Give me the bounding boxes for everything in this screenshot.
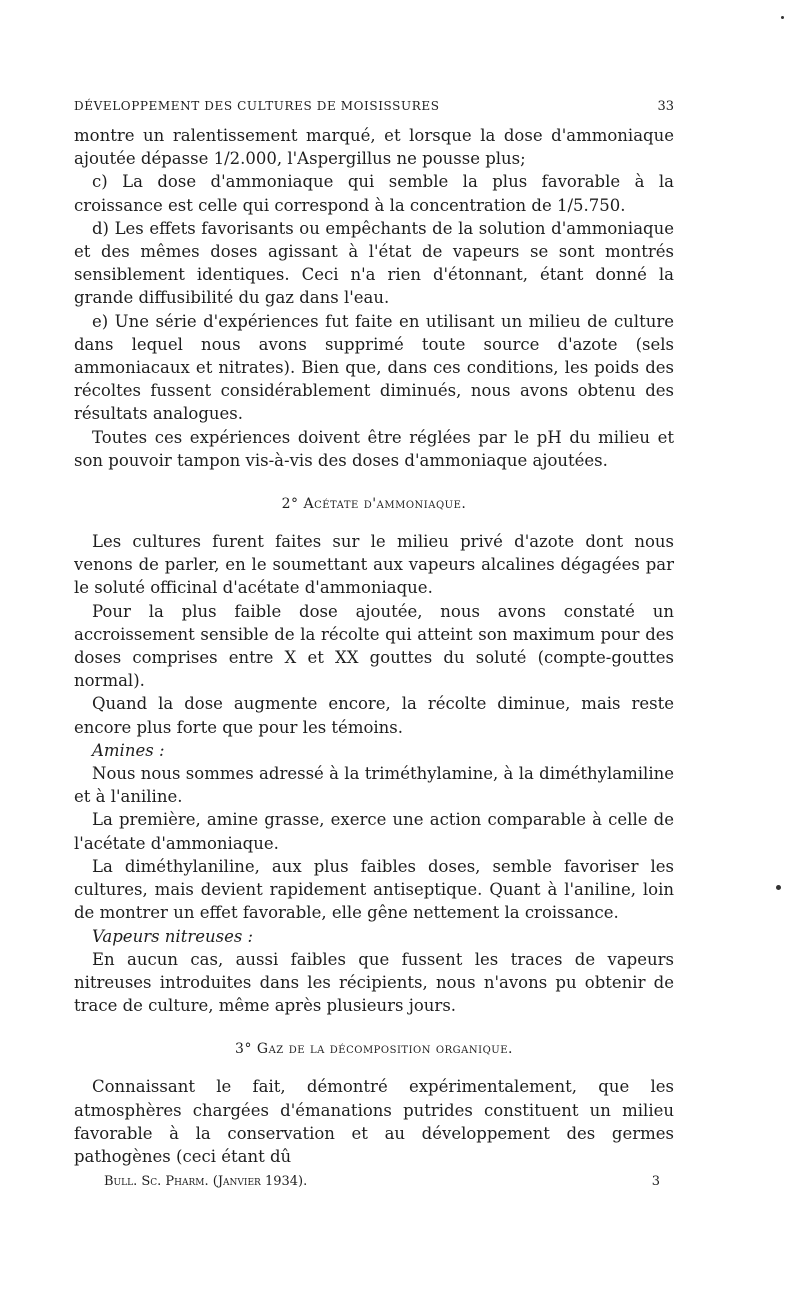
running-header <box>74 99 674 114</box>
section-title-acetate: 2° Acétate d'ammoniaque. <box>281 496 467 513</box>
document-page <box>74 99 674 1189</box>
journal-reference: Bull. Sc. Pharm. (Janvier 1934). <box>104 1174 308 1190</box>
scan-speck <box>776 885 781 890</box>
paragraph: c) La dose d'ammoniaque qui semble la plus favorable à la croissance est celle qui correspond à la concentration de 1/5.750. <box>74 172 674 215</box>
paragraph: Toutes ces expériences doivent être réglées par le pH du milieu et son pouvoir tampon vis-à-vis des doses d'ammoniaque ajoutées. <box>74 427 674 470</box>
paragraph: La première, amine grasse, exerce une action comparable à celle de l'acétate d'ammoniaque. <box>74 810 674 853</box>
sheet-number: 3 <box>651 1174 660 1190</box>
paragraph: d) Les effets favorisants ou empêchants de la solution d'ammoniaque et des mêmes doses agissant à l'état de vapeurs se sont montrés sensiblement identiques. Ceci n'a rien d'étonnant, étant donné la grande diffusibilité du gaz dans l'eau. <box>74 218 674 308</box>
running-title: DÉVELOPPEMENT DES CULTURES DE MOISISSURES <box>74 99 440 113</box>
paragraph: Quand la dose augmente encore, la récolte diminue, mais reste encore plus forte que pour les témoins. <box>74 694 674 737</box>
subheading-amines: Amines : <box>92 740 165 760</box>
section-acetate-body <box>74 530 674 1017</box>
intro-paragraphs <box>74 124 674 472</box>
paragraph: Connaissant le fait, démontré expérimentalement, que les atmosphères chargées d'émanations putrides constituent un milieu favorable à la conservation et au développement des germes pathogènes (ceci étant dû <box>74 1077 674 1166</box>
paragraph: Pour la plus faible dose ajoutée, nous avons constaté un accroissement sensible de la récolte qui atteint son maximum pour des doses comprises entre X et XX gouttes du soluté (compte-gouttes normal). <box>74 601 674 691</box>
paragraph: La diméthylaniline, aux plus faibles doses, semble favoriser les cultures, mais devient rapidement antiseptique. Quant à l'aniline, loin de montrer un effet favorable, elle gêne nettement la croissance. <box>74 856 674 923</box>
paragraph: En aucun cas, aussi faibles que fussent les traces de vapeurs nitreuses introduites dans les récipients, nous n'avons pu obtenir de trace de culture, même après plusieurs jours. <box>74 949 674 1016</box>
paragraph: montre un ralentissement marqué, et lorsque la dose d'ammoniaque ajoutée dépasse 1/2.000, l'Aspergillus ne pousse plus; <box>74 126 674 169</box>
section-gaz-body <box>74 1075 674 1168</box>
paragraph: e) Une série d'expériences fut faite en utilisant un milieu de culture dans lequel nous avons supprimé toute source d'azote (sels ammoniacaux et nitrates). Bien que, dans ces conditions, les poids des récoltes fussent considérablement diminués, nous avons obtenu des résultats analogues. <box>74 311 674 424</box>
section-title-gaz: 3° Gaz de la décomposition organique. <box>235 1041 513 1058</box>
paragraph: Nous nous sommes adressé à la triméthylamine, à la diméthylamiline et à l'aniline. <box>74 764 674 807</box>
scan-speck <box>781 16 784 19</box>
subheading-vapeurs: Vapeurs nitreuses : <box>92 926 254 946</box>
paragraph: Les cultures furent faites sur le milieu privé d'azote dont nous venons de parler, en le soumettant aux vapeurs alcalines dégagées par le soluté officinal d'acétate d'ammoniaque. <box>74 532 674 598</box>
page-number: 33 <box>657 99 674 114</box>
page-footer <box>74 1174 674 1189</box>
